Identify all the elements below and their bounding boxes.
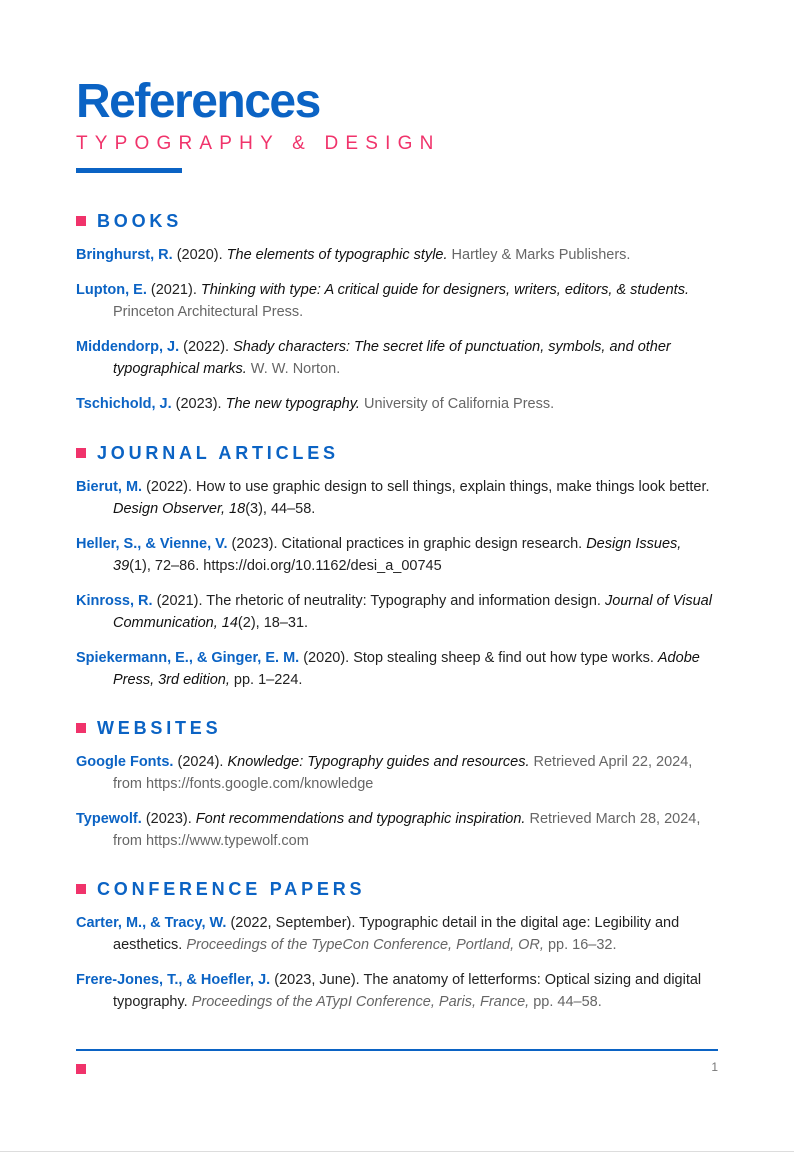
- square-bullet-icon: [76, 723, 86, 733]
- reference-entry: Spiekermann, E., & Ginger, E. M. (2020). Stop stealing sheep & find out how type works. Adobe Press, 3rd edition, pp. 1–224.: [76, 650, 700, 688]
- reference-author: Bierut, M.: [76, 479, 143, 495]
- page-subtitle: TYPOGRAPHY & DESIGN: [76, 133, 441, 154]
- square-bullet-icon: [76, 448, 86, 458]
- footer-divider: [76, 1049, 718, 1051]
- reference-venue: Proceedings of the TypeCon Conference, Portland, OR,: [186, 937, 544, 953]
- section-books: [76, 210, 718, 428]
- reference-author: Heller, S., & Vienne, V.: [76, 536, 228, 552]
- reference-title: Font recommendations and typographic inspiration.: [195, 811, 526, 827]
- title-underline: [76, 168, 182, 173]
- reference-entry: Heller, S., & Vienne, V. (2023). Citational practices in graphic design research. Design Issues, 39(1), 72–86. https://doi.org/10.1162/desi_a_00745: [76, 536, 682, 574]
- reference-author: Frere-Jones, T., & Hoefler, J.: [76, 972, 271, 988]
- section-websites: [76, 717, 718, 865]
- reference-journal: Design Observer, 18: [113, 501, 246, 517]
- reference-entry: Kinross, R. (2021). The rhetoric of neutrality: Typography and information design. Journal of Visual Communication, 14(2), 18–31.: [76, 593, 712, 631]
- reference-retrieved: Retrieved April 22, 2024, from https://fonts.google.com/knowledge: [113, 754, 693, 792]
- footer-square-icon: [76, 1064, 86, 1074]
- page-title: References: [76, 75, 320, 128]
- reference-publisher: W. W. Norton.: [246, 361, 341, 377]
- reference-entry: Google Fonts. (2024). Knowledge: Typography guides and resources. Retrieved April 22, 2024, from https://fonts.google.com/knowledge: [76, 754, 693, 792]
- section-title: JOURNAL ARTICLES: [97, 442, 339, 463]
- reference-entry: Bringhurst, R. (2020). The elements of typographic style. Hartley & Marks Publishers.: [76, 247, 631, 263]
- reference-author: Middendorp, J.: [76, 339, 180, 355]
- reference-entry: Lupton, E. (2021). Thinking with type: A critical guide for designers, writers, editors, & students. Princeton Architectural Press.: [76, 282, 689, 320]
- reference-entry: Frere-Jones, T., & Hoefler, J. (2023, June). The anatomy of letterforms: Optical sizing and digital typography. Proceedings of the ATypI Conference, Paris, France, pp. 44–58.: [76, 972, 702, 1010]
- reference-journal: Adobe Press, 3rd edition,: [113, 650, 700, 688]
- reference-entry: Tschichold, J. (2023). The new typography. University of California Press.: [76, 396, 555, 412]
- page-number: 1: [711, 1060, 718, 1074]
- reference-author: Kinross, R.: [76, 593, 153, 609]
- section-header: [76, 442, 718, 464]
- reference-title: The new typography.: [225, 396, 360, 412]
- reference-title: Knowledge: Typography guides and resources.: [227, 754, 530, 770]
- reference-author: Lupton, E.: [76, 282, 147, 298]
- section-journal-articles: [76, 442, 718, 704]
- section-title: BOOKS: [97, 210, 183, 231]
- section-title: CONFERENCE PAPERS: [97, 878, 366, 899]
- reference-venue: Proceedings of the ATypI Conference, Paris, France,: [191, 994, 530, 1010]
- reference-author: Tschichold, J.: [76, 396, 172, 412]
- reference-author: Carter, M., & Tracy, W.: [76, 915, 227, 931]
- reference-entry: Middendorp, J. (2022). Shady characters: The secret life of punctuation, symbols, and other typographical marks. W. W. Norton.: [76, 339, 671, 377]
- reference-title: The elements of typographic style.: [226, 247, 448, 263]
- reference-title: Thinking with type: A critical guide for designers, writers, editors, & students.: [200, 282, 689, 298]
- reference-entry: Typewolf. (2023). Font recommendations and typographic inspiration. Retrieved March 28, 2024, from https://www.typewolf.com: [76, 811, 701, 849]
- reference-publisher: Hartley & Marks Publishers.: [447, 247, 631, 263]
- reference-author: Typewolf.: [76, 811, 142, 827]
- reference-entry: Carter, M., & Tracy, W. (2022, September). Typographic detail in the digital age: Legibility and aesthetics. Proceedings of the TypeCon Conference, Portland, OR, pp. 16–32.: [76, 915, 680, 953]
- reference-author: Spiekermann, E., & Ginger, E. M.: [76, 650, 300, 666]
- reference-journal: Journal of Visual Communication, 14: [113, 593, 712, 631]
- reference-author: Google Fonts.: [76, 754, 174, 770]
- section-header: [76, 878, 718, 900]
- reference-title: Shady characters: The secret life of punctuation, symbols, and other typographical marks.: [113, 339, 671, 377]
- reference-retrieved: Retrieved March 28, 2024, from https://www.typewolf.com: [113, 811, 701, 849]
- square-bullet-icon: [76, 884, 86, 894]
- reference-publisher: Princeton Architectural Press.: [113, 304, 304, 320]
- section-header: [76, 210, 718, 232]
- reference-journal: Design Issues, 39: [113, 536, 682, 574]
- section-title: WEBSITES: [97, 717, 222, 738]
- reference-author: Bringhurst, R.: [76, 247, 173, 263]
- square-bullet-icon: [76, 216, 86, 226]
- reference-entry: Bierut, M. (2022). How to use graphic design to sell things, explain things, make things look better. Design Observer, 18(3), 44–58.: [76, 479, 710, 517]
- section-header: [76, 717, 718, 739]
- reference-publisher: University of California Press.: [359, 396, 555, 412]
- section-conference-papers: [76, 878, 718, 1026]
